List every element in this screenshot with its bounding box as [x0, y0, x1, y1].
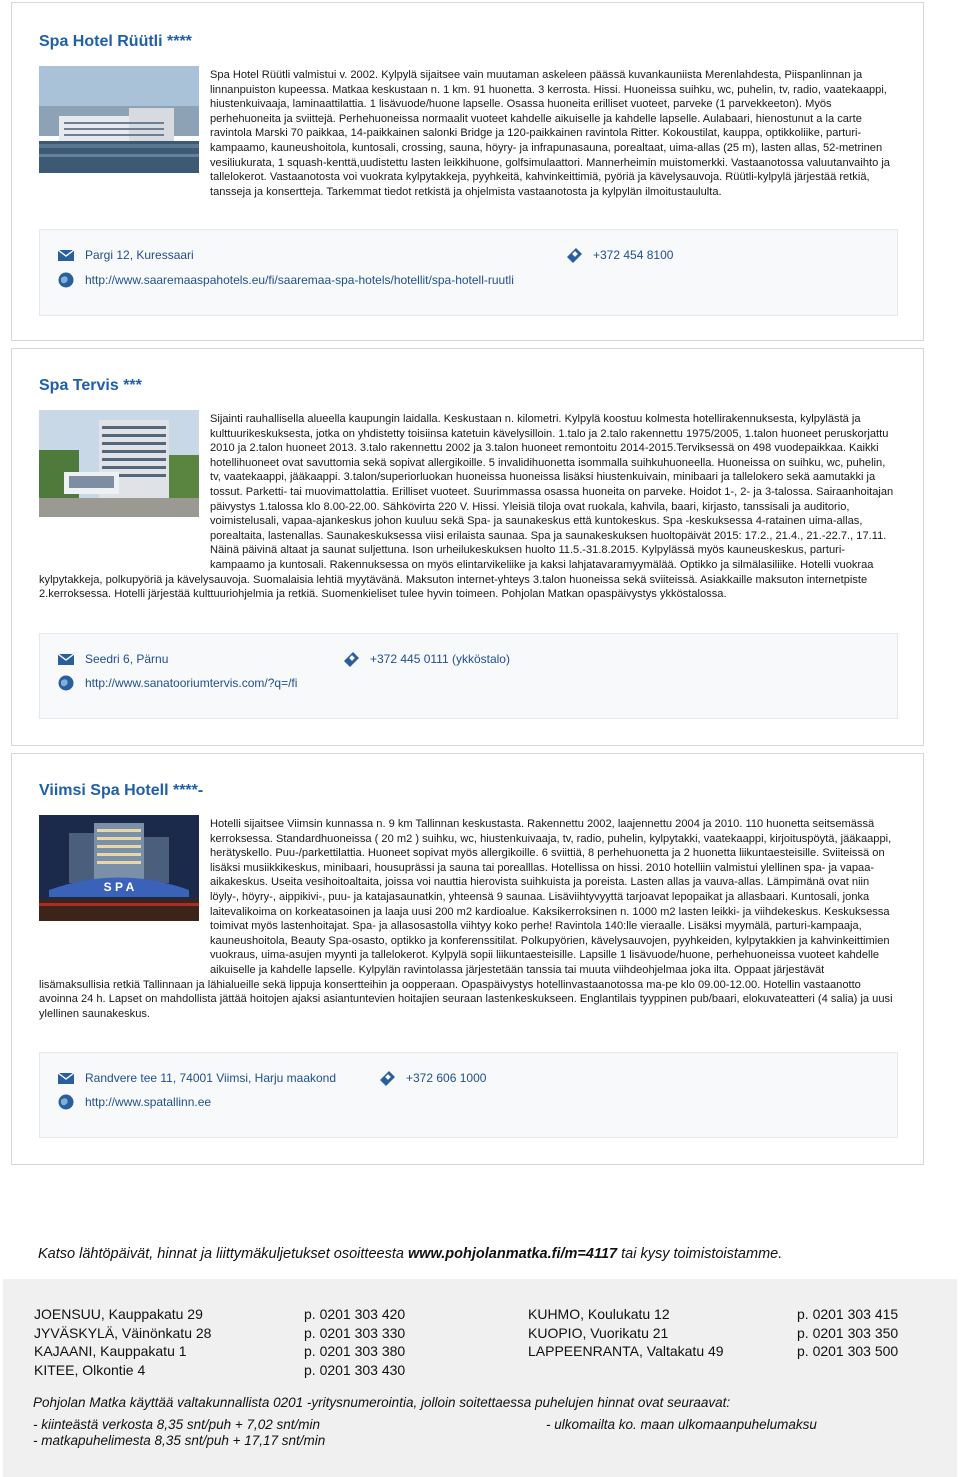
website-link[interactable]: http://www.saaremaaspahotels.eu/fi/saaremaa-spa-hotels/hotellit/spa-hotell-ruutli: [85, 273, 514, 287]
phone-row: [342, 650, 510, 668]
website-link[interactable]: http://www.sanatooriumtervis.com/?q=/fi: [85, 676, 298, 690]
booking-suffix: tai kysy toimistoistamme.: [617, 1246, 783, 1262]
mail-icon: [57, 247, 75, 263]
hotel-title: Spa Hotel Rüütli ****: [39, 33, 192, 50]
address-row: [57, 650, 168, 668]
phone-text: +372 454 8100: [593, 248, 674, 262]
website-link[interactable]: http://www.spatallinn.ee: [85, 1095, 212, 1109]
office-name: KUOPIO, Vuorikatu 21: [528, 1325, 669, 1341]
mail-icon: [57, 651, 75, 667]
globe-icon: [57, 272, 75, 288]
phone-icon: [565, 247, 583, 263]
pricing-note: Pohjolan Matka käyttää valtakunnallista 0201 -yritysnumerointia, jolloin soitettaessa puhelujen hinnat ovat seuraavat:: [33, 1395, 731, 1410]
office-phone: p. 0201 303 415: [797, 1306, 899, 1322]
spa-sign: S P A: [103, 880, 135, 894]
phone-row: [565, 246, 673, 264]
globe-icon: [57, 675, 75, 691]
address-text: Seedri 6, Pärnu: [85, 652, 169, 666]
phone-text: +372 606 1000: [406, 1071, 487, 1085]
hotel-description: Sijainti rauhallisella alueella kaupungin laidalla. Keskustaan n. kilometri. Kylpylä koostuu kolmesta hotellirakennuksesta, kylpylästä ja kulttuurikeskuksesta, jotka on yhdistetty toisiinsa katetuin kävelysilloin. 1.talo ja 2.talo rakennettu 1975/2005, 1.talon huoneet peruskorjattu 2010 ja 2.talon huoneet 2013. 3.talo rakennettu 2002 ja 3.talon huoneet remontoitu 2014-2015.Terviksessä on 498 vuodepaikkaa. Kaikki hotellihuoneet ovat savuttomia sekä sopivat allergikoille. 5 invalidihuonetta isommalla suihkuhuoneella. Huoneissa on suihku, wc, puhelin, tv, vaatekaappi, jääkaappi. 3.talon/superiorluokan huoneissa huoneissa lisäksi hiustenkuivain, minibaari ja tallelokero sekä aamutakki ja tossut. Parketti- tai muovimattolattia. Erilliset vuoteet. Suurimmassa osassa huoneita on parveke. Hoidot 1-, 2- ja 3-talossa. Sairaanhoitajan päivystys 1.talossa klo 8.00-22.00. Sähkövirta 220 V. Hissi. Yleisiä tiloja ovat ruokala, kahvila, baari, kirjasto, tanssisali ja auditorio, voimistelusali, vapaa-ajankeskus johon kuuluu sekä Spa- ja saunakeskus että kuntokeskus. Spa -keskuksessa 4-ratainen uima-allas, porealtaita, lastenallas. Saunakeskuksessa viisi erilaista saunaa. Spa ja saunakeskuksen huoltopäivät 2015: 17.2., 21.4., 21.-22.7., 17.11. Näinä päivinä altaat ja saunat suljettuna. Ison urheilukeskuksen huolto 11.5.-31.8.2015. Kylpylässä myös kauneuskeskus, parturi-kampaamo ja kuntosali. Rakennuksessa on myös elintarvikeliike ja kaksi lahjatavaramyymälää. Optikko ja silmälasiliike. Hotelli vuokraa kylpytakkeja, polkupyöriä ja kävelysauvoja. Suomalaisia lehtiä myytävänä. Maksuton internet-yhteys 3.talon huoneissa sekä sviiteissä. Asiakkaille maksuton internetpiste 2.kerroksessa. Hotelli järjestää kulttuuriohjelmia ja retkiä. Suomenkieliset tulee hyvin toimeen. Pohjolan Matkan opaspäivystys ykköstalossa.: [39, 413, 894, 601]
office-name: KUHMO, Koulukatu 12: [528, 1306, 670, 1322]
mail-icon: [57, 1070, 75, 1086]
phone-icon: [342, 651, 360, 667]
office-phone: p. 0201 303 430: [304, 1362, 406, 1378]
phone-row: [378, 1069, 486, 1087]
contact-box: [39, 229, 898, 316]
hotel-description: Spa Hotel Rüütli valmistui v. 2002. Kylpylä sijaitsee vain muutaman askeleen päässä kuvankauniista Merenlahdesta, Piispanlinnan ja linnanpuiston kupeessa. Matkaa keskustaan n. 1 km. 91 huonetta. 3 kerrosta. Hissi. Huoneissa suihku, wc, puhelin, tv, radio, vaatekaappi, hiustenkuivaaja, laminaattilattia. 1 lisävuode/huone lapselle. Osassa huoneita erilliset vuoteet, parveke (1 parvekkeeton). Myös perhehuoneita ja sviittejä. Perhehuoneissa normaalit vuoteet kahdelle aikuiselle ja kahdelle lapselle. Aulabaari, hienostunut a la carte ravintola Marski 70 paikkaa, 14-paikkainen salonki Bridge ja 120-paikkainen ravintola Ritter. Kokoustilat, kauppa, optikkoliike, parturi-kampaamo, kauneushoitola, kuntosali, crossing, sauna, höyry- ja infrapunasauna, porealtaat, uima-allas (25 m), lasten allas, 52-metrinen vesiliukurata, 1 squash-kenttä,uudistettu lasten leikkihuone, golfsimulaattori. Mannerheimin muistomerkki. Vastaanotossa valuutanvaihto ja tallelokerot. Vastaanotosta voi vuokrata kylpytakkeja, pyyhkeitä, kahvinkeittimiä, pyöriä ja kävelysauvoja. Rüütli-kylpylä järjestää retkiä, tansseja ja konsertteja. Tarkemmat tiedot retkistä ja ohjelmista vastaanotosta ja kylpylän ilmoitustaululta.: [210, 69, 890, 198]
price-mobile: - matkapuhelimesta 8,35 snt/puh + 17,17 snt/min: [33, 1433, 326, 1448]
address-text: Pargi 12, Kuressaari: [85, 248, 194, 262]
office-list: [3, 1279, 957, 1477]
hotel-card-tervis: [11, 348, 924, 746]
office-phone: p. 0201 303 330: [304, 1325, 406, 1341]
office-name: LAPPEENRANTA, Valtakatu 49: [528, 1343, 724, 1359]
address-text: Randvere tee 11, 74001 Viimsi, Harju maakond: [85, 1071, 337, 1085]
url-row[interactable]: [57, 674, 297, 692]
globe-icon: [57, 1094, 75, 1110]
hotel-description: Hotelli sijaitsee Viimsin kunnassa n. 9 km Tallinnan keskustasta. Rakennettu 2002, laajennettu 2004 ja 2010. 110 huonetta seitsemässä kerroksessa. Standardhuoneissa ( 20 m2 ) suihku, wc, hiustenkuivaaja, tv, radio, puhelin, kylpytakki, vaatekaappi, kirjoituspöytä, jääkaappi, herätyskello. Puu-/parkettilattia. Huoneet sopivat myös allergikoille. 6 sviittiä, 8 perhehuonetta ja 2 huonetta liikuntaesteisille. Sviiteissä on lisäksi musiikkikeskus, minibaari, housuprässi ja sauna tai porealllas. Hotellissa on hissi. 2010 hotelliin valmistui ylellinen spa- ja vapaa-aikakeskus. Useita vesihoitoaltaita, joissa voi nauttia hierovista suihkuista ja poreista. Lasten allas ja vauva-allas. Lämpimänä ovat niin löyly-, höyry-, aippikivi-, puu- ja katajasaunatkin, yhteensä 9 saunaa. Lisäviihtyvyyttä tarjoavat lepopaikat ja allasbaari. Kuntosali, jonka laitevalikoima on korkeatasoinen ja laaja uusi 200 m2 kardioalue. Kaksikerroksinen n. 1000 m2 lasten leikki- ja viihdekeskus. Keskuksessa toimivat myös lastenhoitajat. Spa- ja allasosastolla viihtyy koko perhe! Ravintola 140:lle vieraalle. Lisäksi myymälä, parturi-kampaaja, kauneushoitola, Beauty Spa-osasto, optikko ja konferenssitilat. Polkupyörien, kävelysauvojen, pyyhkeiden, kylpytakkien ja kahvinkeittimien vuokraus, uima-asujen myynti ja tallelokerot. Kylpylä sopii liikuntaesteisille. Lapsille 1 lisävuode/huone, perhehuoneissa vuoteet kahdelle aikuiselle ja kahdelle lapselle. Kylpylän ravintolassa järjestetään tanssia tai muuta viihdeohjelmaa joka ilta. Oppaat järjestävät lisämaksullisia retkiä Tallinnaan ja lähialueille sekä lippuja konsertteihin ja oopperaan. Opaspäivystys hotellinvastaanotossa ma-pe klo 09.00-12.00. Hotellin vastaanotto avoinna 24 h. Lapset on mahdollista jättää hoitojen ajaksi asiantuntevien hoitajien seuraan lastenkeskukseen. Englantilais tyyppinen pub/baari, elokuvateatteri (4 salia) ja uusi ylellinen saunakeskus.: [39, 818, 893, 1020]
office-name: JYVÄSKYLÄ, Väinönkatu 28: [34, 1325, 212, 1341]
price-landline: - kiinteästä verkosta 8,35 snt/puh + 7,02 snt/min: [33, 1417, 321, 1432]
contact-box: [39, 633, 898, 719]
office-name: KITEE, Olkontie 4: [34, 1362, 146, 1378]
hotel-card-viimsi: [11, 753, 924, 1165]
contact-box: [39, 1052, 898, 1138]
url-row[interactable]: [57, 1093, 211, 1111]
office-name: KAJAANI, Kauppakatu 1: [34, 1343, 187, 1359]
office-name: JOENSUU, Kauppakatu 29: [34, 1306, 203, 1322]
address-row: [57, 1069, 336, 1087]
address-row: [57, 246, 194, 264]
phone-icon: [378, 1070, 396, 1086]
office-phone: p. 0201 303 380: [304, 1343, 406, 1359]
price-abroad: - ulkomailta ko. maan ulkomaanpuhelumaksu: [546, 1417, 817, 1432]
office-phone: p. 0201 303 500: [797, 1343, 899, 1359]
hotel-title: Spa Tervis ***: [39, 377, 142, 394]
url-row[interactable]: [57, 271, 514, 289]
booking-prefix: Katso lähtöpäivät, hinnat ja liittymäkuljetukset osoitteesta: [38, 1246, 408, 1262]
booking-link[interactable]: www.pohjolanmatka.fi/m=4117: [407, 1246, 618, 1262]
phone-text: +372 445 0111 (ykköstalo): [370, 652, 510, 666]
hotel-title: Viimsi Spa Hotell ****-: [39, 782, 204, 799]
hotel-card-ruutli: [11, 2, 924, 341]
booking-info: [38, 1246, 782, 1262]
office-phone: p. 0201 303 350: [797, 1325, 899, 1341]
office-phone: p. 0201 303 420: [304, 1306, 406, 1322]
